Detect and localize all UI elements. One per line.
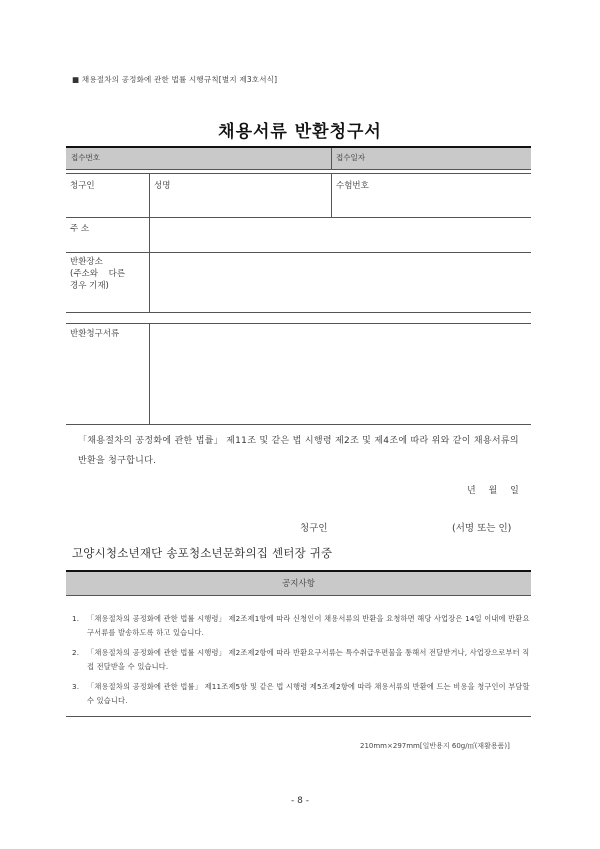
notice-item-text: 「채용절차의 공정화에 관한 법률 시행령」 제2조제1항에 따라 신청인이 채용서류의 반환을 요청하면 해당 사업장은 14일 이내에 반환요구서류를 발송하도록 하고 있습니다.	[87, 614, 530, 637]
notice-item-text: 「채용절차의 공정화에 관한 법률」 제11조제5항 및 같은 법 시행령 제5조제2항에 따라 채용서류의 반환에 드는 비용을 청구인이 부담할 수 있습니다.	[87, 682, 530, 705]
return-place-bottom-divider	[66, 312, 531, 313]
signature-label: (서명 또는 인)	[452, 523, 512, 534]
request-form-table	[66, 146, 531, 426]
notice-item	[72, 680, 532, 708]
form-reference-note: ■ 채용절차의 공정화에 관한 법률 시행규칙[별지 제3호서식]	[72, 75, 278, 84]
paper-size-note: 210mm×297mm[일반용지 60g/㎡(재활용품)]	[360, 742, 510, 750]
notice-bottom-rule	[66, 716, 531, 717]
page-number: - 8 -	[291, 796, 309, 806]
receipt-divider	[66, 169, 531, 170]
exam-column-divider	[331, 173, 332, 217]
form-top-border	[66, 146, 531, 148]
return-place-note-1: (주소와 다른	[70, 269, 126, 279]
return-place-note-2: 경우 기재)	[70, 281, 109, 291]
return-place-top-divider	[66, 252, 531, 253]
addressee: 고양시청소년재단 송포청소년문화의집 센터장 귀중	[72, 546, 333, 560]
receipt-date-label: 접수일자	[336, 153, 365, 162]
form-bottom-border	[66, 424, 531, 425]
exam-number-label: 수험번호	[336, 181, 369, 191]
notice-title: 공지사항	[282, 579, 315, 589]
label-column-divider	[149, 173, 150, 312]
claimant-label: 청구인	[70, 181, 95, 191]
receipt-number-label: 접수번호	[71, 153, 100, 162]
receipt-header-bar	[66, 148, 531, 169]
return-place-title: 반환장소	[70, 257, 103, 267]
return-place-label	[70, 256, 125, 292]
applicant-label: 청구인	[300, 523, 328, 534]
notice-item-number: 3.	[72, 682, 80, 691]
notice-item-text: 「채용절차의 공정화에 관한 법률 시행령」 제2조제2항에 따라 반환요구서류는 특수취급우편물을 통해서 전달받거나, 사업장으로부터 직접 전달받을 수 있습니다.	[87, 648, 530, 671]
documents-label-divider	[149, 323, 150, 424]
address-top-divider	[66, 217, 531, 218]
address-label: 주 소	[70, 224, 90, 234]
claimant-top-divider	[66, 173, 531, 174]
date-line: 년 월 일	[467, 486, 519, 496]
name-label: 성명	[154, 181, 171, 191]
receipt-column-divider	[331, 148, 332, 169]
notice-item-number: 1.	[72, 614, 80, 623]
notice-item	[72, 612, 532, 640]
documents-label: 반환청구서류	[70, 329, 120, 339]
notice-item	[72, 646, 532, 674]
notice-list	[72, 612, 532, 714]
request-statement: 「채용절차의 공정화에 관한 법률」 제11조 및 같은 법 시행령 제2조 및 제4조에 따라 위와 같이 채용서류의 반환을 청구합니다.	[78, 436, 519, 466]
documents-top-divider	[66, 323, 531, 324]
document-title: 채용서류 반환청구서	[218, 122, 382, 142]
notice-item-number: 2.	[72, 648, 80, 657]
